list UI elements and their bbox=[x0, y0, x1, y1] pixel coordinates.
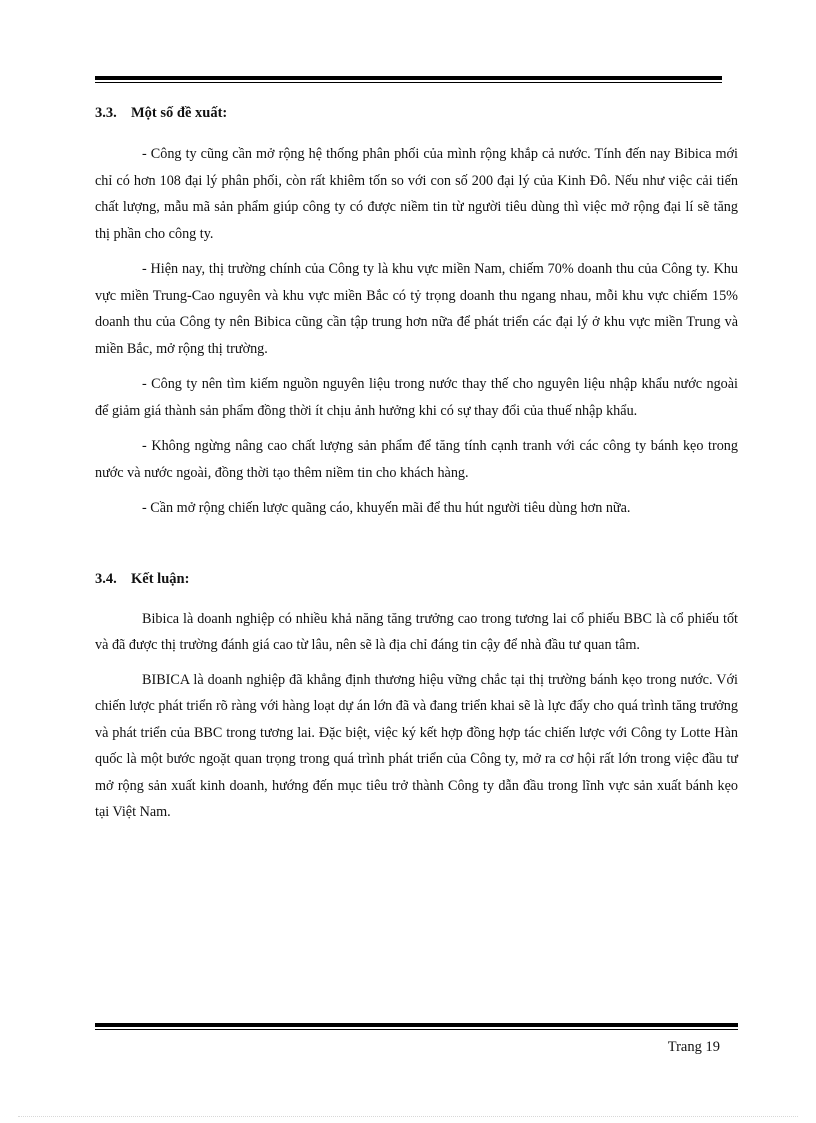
paragraph: BIBICA là doanh nghiệp đã khẳng định thương hiệu vững chắc tại thị trường bánh kẹo trong nước. Với chiến lược phát triển rõ ràng với hàng loạt dự án lớn đã và đang triển khai sẽ là lực đẩy cho quá trình tăng trưởng và phát triển của BBC trong tương lai. Đặc biệt, việc ký kết hợp đồng hợp tác chiến lược với Công ty Lotte Hàn quốc là một bước ngoặt quan trọng trong quá trình phát triển của Công ty, mở ra cơ hội rất lớn trong việc đầu tư mở rộng sản xuất kinh doanh, hướng đến mục tiêu trở thành Công ty dẫn đầu trong lĩnh vực sản xuất bánh kẹo tại Việt Nam. bbox=[95, 671, 738, 820]
page-number: Trang 19 bbox=[667, 1039, 720, 1055]
section-title: Kết luận: bbox=[131, 570, 190, 587]
page-body bbox=[95, 96, 738, 826]
paragraph: Bibica là doanh nghiệp có nhiều khả năng tăng trưởng cao trong tương lai cổ phiếu BBC là cổ phiếu tốt và đã được thị trường đánh giá cao từ lâu, nên sẽ là địa chỉ đáng tin cậy để nhà đầu tư quan tâm. bbox=[95, 610, 738, 653]
section-conclusion bbox=[95, 566, 738, 826]
footer-rule bbox=[95, 1023, 738, 1030]
section-heading bbox=[95, 566, 738, 592]
section-number: 3.3. bbox=[95, 105, 117, 121]
paragraph: - Công ty cũng cần mở rộng hệ thống phân phối của mình rộng khắp cả nước. Tính đến nay Bibica mới chỉ có hơn 108 đại lý phân phối, còn rất khiêm tốn so với con số 200 đại lý của Kinh Đô. Nếu như việc cải tiến chất lượng, mẫu mã sản phẩm giúp công ty có được niềm tin từ người tiêu dùng thì việc mở rộng đại lí sẽ tăng thị phần cho công ty. bbox=[95, 146, 738, 242]
section-number: 3.4. bbox=[95, 570, 117, 587]
paragraph: - Hiện nay, thị trường chính của Công ty là khu vực miền Nam, chiếm 70% doanh thu của Công ty. Khu vực miền Trung-Cao nguyên và khu vực miền Bắc có tỷ trọng doanh thu ngang nhau, mỗi khu vực chiếm 15% doanh thu của Công ty nên Bibica cũng cần tập trung hơn nữa để phát triển các đại lý ở khu vực miền Trung và miền Bắc, mở rộng thị trường. bbox=[95, 261, 738, 357]
page-edge-dots bbox=[18, 1116, 798, 1117]
section-title: Một số đề xuất: bbox=[131, 105, 228, 121]
paragraph: - Không ngừng nâng cao chất lượng sản phẩm để tăng tính cạnh tranh với các công ty bánh kẹo trong nước và nước ngoài, đồng thời tạo thêm niềm tin cho khách hàng. bbox=[95, 438, 738, 481]
header-rule bbox=[95, 76, 722, 83]
section-proposals bbox=[95, 100, 738, 522]
paragraph: - Cần mở rộng chiến lược quãng cáo, khuyến mãi để thu hút người tiêu dùng hơn nữa. bbox=[142, 500, 631, 516]
section-heading bbox=[95, 100, 738, 126]
paragraph: - Công ty nên tìm kiếm nguồn nguyên liệu trong nước thay thế cho nguyên liệu nhập khẩu nước ngoài để giảm giá thành sản phẩm đồng thời ít chịu ảnh hưởng khi có sự thay đổi của thuế nhập khẩu. bbox=[95, 376, 738, 419]
